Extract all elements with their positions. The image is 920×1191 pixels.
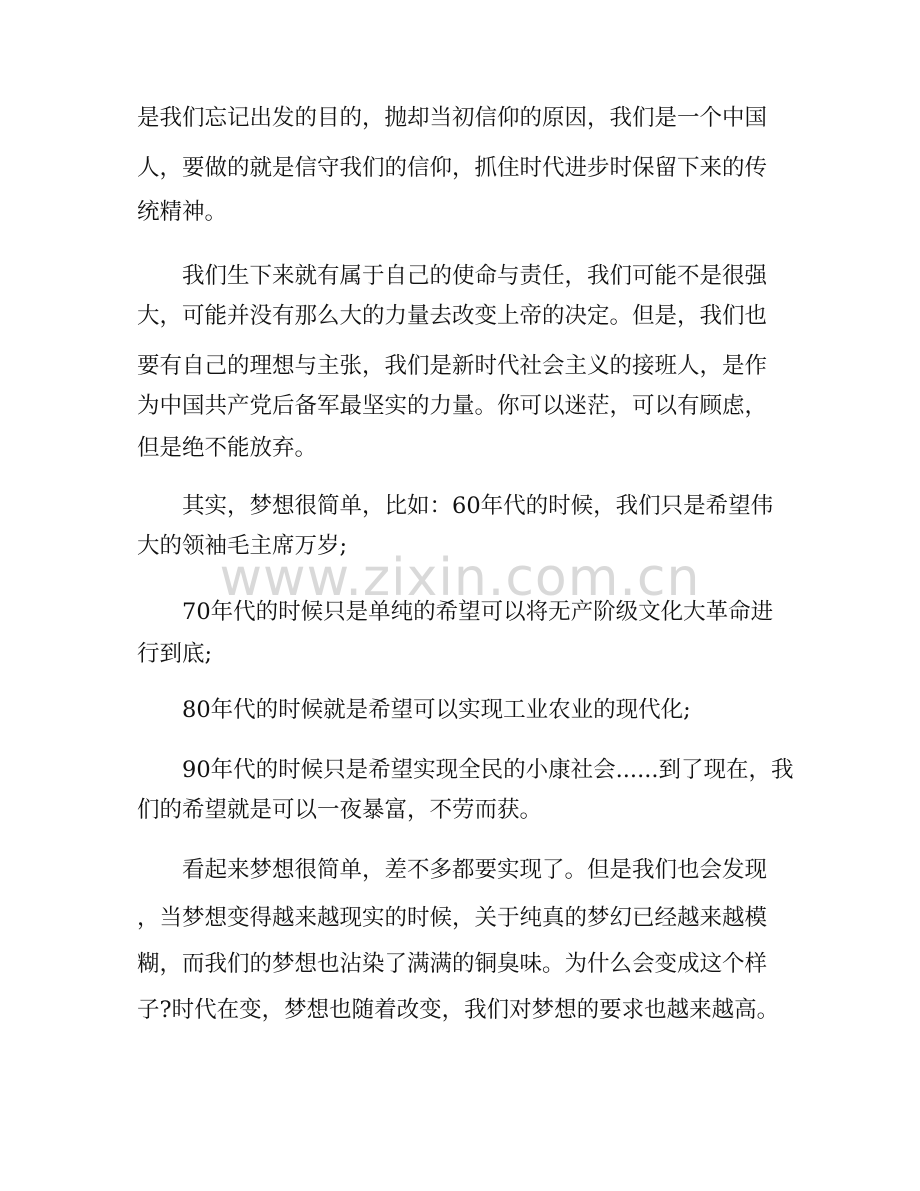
paragraph-4-line-1	[0, 592, 920, 632]
text-line: 们的希望就是可以一夜暴富，不劳而获。	[137, 797, 543, 823]
paragraph-6-line-1	[0, 750, 920, 790]
paragraph-2-line-1	[0, 256, 920, 296]
paragraph-3-line-2	[0, 526, 920, 566]
paragraph-1-line-3	[0, 192, 920, 232]
paragraph-6-line-2	[0, 790, 920, 830]
paragraph-7-line-3	[0, 944, 920, 984]
text-line: 糊，而我们的梦想也沾染了满满的铜臭味。为什么会变成这个样	[137, 951, 768, 977]
text-line: 我们生下来就有属于自己的使命与责任，我们可能不是很强	[182, 263, 768, 289]
text-line: 要有自己的理想与主张，我们是新时代社会主义的接班人，是作	[137, 353, 768, 379]
text-line: 其实，梦想很简单，比如：60年代的时候，我们只是希望伟	[182, 493, 774, 519]
paragraph-2-line-2	[0, 296, 920, 336]
text-line: 但是绝不能放弃。	[137, 435, 318, 461]
text-line: 看起来梦想很简单，差不多都要实现了。但是我们也会发现	[182, 857, 768, 883]
text-line: ，当梦想变得越来越现实的时候，关于纯真的梦幻已经越来越模	[137, 905, 768, 931]
text-line: 行到底;	[137, 641, 213, 667]
text-line: 70年代的时候只是单纯的希望可以将无产阶级文化大革命进	[182, 599, 774, 625]
paragraph-1-line-1	[0, 98, 920, 138]
text-line: 统精神。	[137, 199, 228, 225]
text-line: 90年代的时候只是希望实现全民的小康社会......到了现在，我	[182, 757, 794, 783]
paragraph-3-line-1	[0, 486, 920, 526]
text-line: 大的领袖毛主席万岁;	[137, 533, 348, 559]
text-line: 80年代的时候就是希望可以实现工业农业的现代化;	[182, 697, 691, 723]
text-line: 为中国共产党后备军最坚实的力量。你可以迷茫，可以有顾虑，	[137, 393, 768, 419]
text-line: 大，可能并没有那么大的力量去改变上帝的决定。但是，我们也	[137, 303, 768, 329]
text-line: 人，要做的就是信守我们的信仰，抓住时代进步时保留下来的传	[137, 155, 768, 181]
paragraph-7-line-1	[0, 850, 920, 890]
text-line: 子?时代在变，梦想也随着改变，我们对梦想的要求也越来越高。	[137, 997, 780, 1023]
paragraph-7-line-2	[0, 898, 920, 938]
paragraph-7-line-4	[0, 990, 920, 1030]
paragraph-2-line-3	[0, 346, 920, 386]
watermark: www.zixin.com.cn	[219, 548, 701, 608]
paragraph-4-line-2	[0, 634, 920, 674]
text-line: 是我们忘记出发的目的，抛却当初信仰的原因，我们是一个中国	[137, 105, 768, 131]
paragraph-1-line-2	[0, 148, 920, 188]
paragraph-2-line-4	[0, 386, 920, 426]
paragraph-5-line-1	[0, 690, 920, 730]
paragraph-2-line-5	[0, 428, 920, 468]
